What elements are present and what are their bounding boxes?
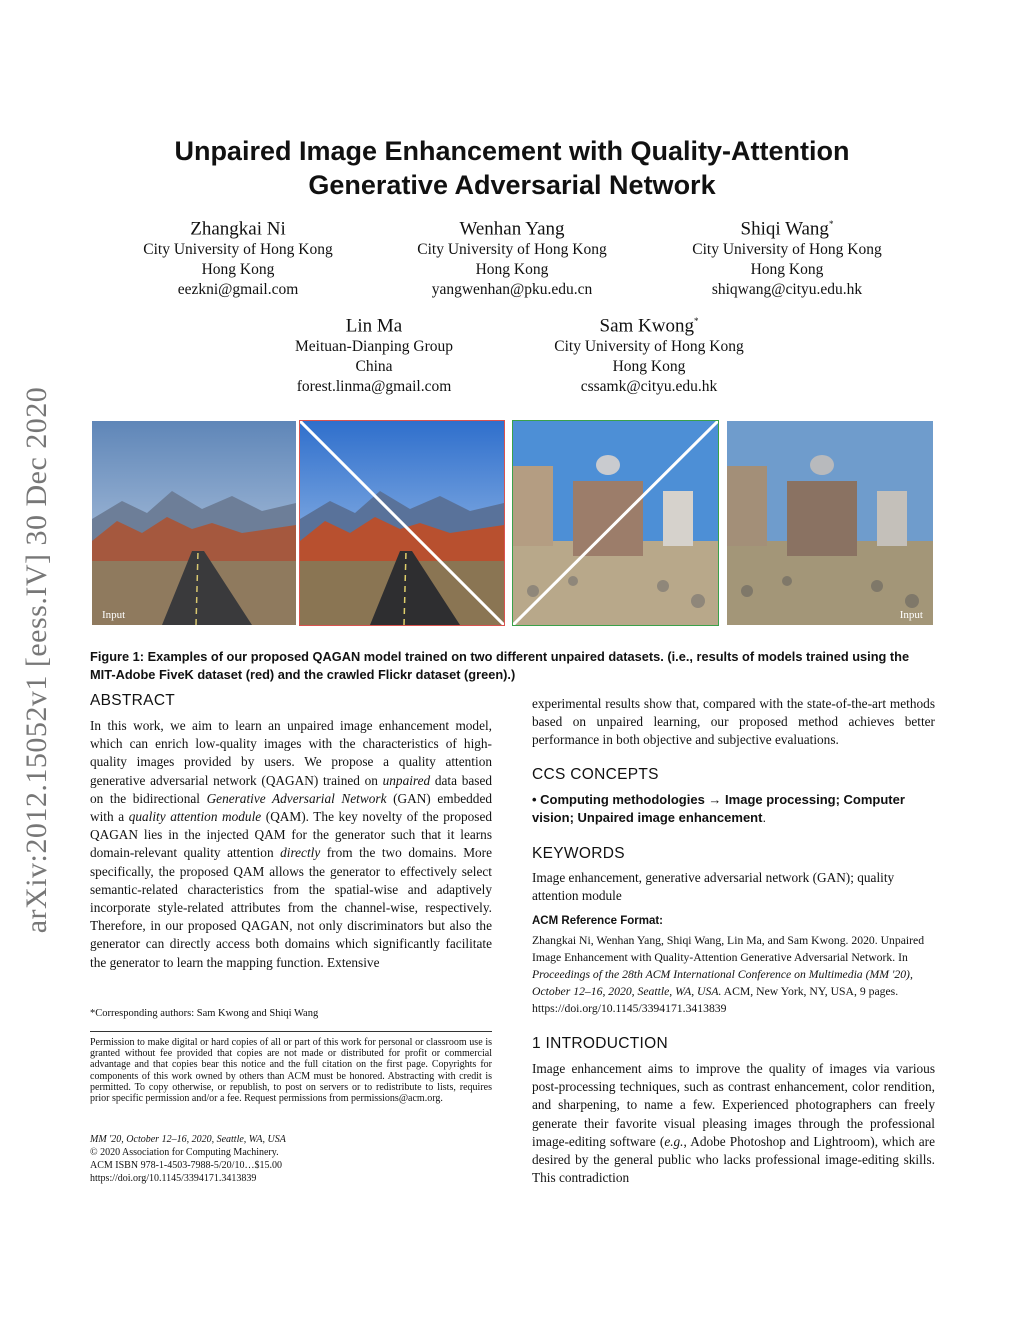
title-line-1: Unpaired Image Enhancement with Quality-Attention xyxy=(174,136,850,166)
abstract-heading: ABSTRACT xyxy=(90,692,176,709)
corresponding-footnote: *Corresponding authors: Sam Kwong and Shiqi Wang xyxy=(90,1008,319,1019)
author-affiliation: City University of Hong Kong xyxy=(417,241,607,259)
title-line-2: Generative Adversarial Network xyxy=(308,170,716,200)
author-name: Wenhan Yang xyxy=(459,218,565,240)
corresponding-mark: * xyxy=(693,316,699,326)
author-location: Hong Kong xyxy=(201,261,275,279)
author-affiliation: City University of Hong Kong xyxy=(554,338,744,356)
author-affiliation: City University of Hong Kong xyxy=(692,241,882,259)
doi-line: https://doi.org/10.1145/3394171.3413839 xyxy=(90,1173,257,1184)
author-block-3 xyxy=(637,213,937,300)
conference-line: MM '20, October 12–16, 2020, Seattle, WA, USA xyxy=(90,1134,286,1145)
keywords-text: Image enhancement, generative adversarial network (GAN); quality attention module xyxy=(532,870,895,904)
abstract-text: In this work, we aim to learn an unpaired image enhancement model, which can enrich low-quality images with the characteristics of high-quality images provided by users. We propose a quality attention generative adversarial network (QAGAN) trained on unpaired data based on the bidirectional Generative Adversarial Network (GAN) embedded with a quality attention module (QAM). The key novelty of the proposed QAGAN lies in the injected QAM for the generator such that it learns domain-relevant quality attention directly from the two domains. More specifically, the proposed QAM allows the generator to effectively select semantic-related characteristics from the spatial-wise and adaptively incorporate style-related attributes from the channel-wise, respectively. Therefore, in our proposed QAGAN, not only discriminators but also the generator can directly access both domains which significantly facilitate the generator to learn the mapping function. Extensive xyxy=(90,718,493,970)
arxiv-identifier: arXiv:2012.15052v1 [eess.IV] 30 Dec 2020 xyxy=(20,386,53,934)
author-name: Lin Ma xyxy=(345,315,403,337)
ruins-input-image xyxy=(727,421,933,625)
author-location: Hong Kong xyxy=(750,261,824,279)
copyright-line: © 2020 Association for Computing Machinery. xyxy=(90,1147,279,1158)
author-email: eezkni@gmail.com xyxy=(177,281,299,299)
author-name: Shiqi Wang xyxy=(740,218,829,240)
author-email: cssamk@cityu.edu.hk xyxy=(580,378,718,396)
ruins-enhanced-image xyxy=(513,421,718,625)
author-name: Sam Kwong xyxy=(599,315,694,337)
author-location: Hong Kong xyxy=(612,358,686,376)
introduction-heading: 1 INTRODUCTION xyxy=(532,1035,668,1052)
panel-label-left: Input xyxy=(102,609,126,621)
author-affiliation: Meituan-Dianping Group xyxy=(295,338,453,356)
author-block-2 xyxy=(362,213,662,300)
panel-label-right: Input xyxy=(899,609,923,621)
paper-title xyxy=(92,134,932,202)
landscape-input-image xyxy=(92,421,296,625)
author-block-4 xyxy=(224,310,524,397)
author-affiliation: City University of Hong Kong xyxy=(143,241,333,259)
figure-caption: Figure 1: Examples of our proposed QAGAN model trained on two different unpaired datasets. (i.e., results of models trained using the MIT-Adobe FiveK dataset (red) and the crawled Flickr dataset (green).) xyxy=(90,649,910,682)
author-email: yangwenhan@pku.edu.cn xyxy=(431,281,593,299)
ccs-heading: CCS CONCEPTS xyxy=(532,766,659,783)
landscape-enhanced-image xyxy=(300,421,504,625)
isbn-line: ACM ISBN 978-1-4503-7988-5/20/10…$15.00 xyxy=(90,1160,282,1171)
author-location: China xyxy=(355,358,393,376)
introduction-text: Image enhancement aims to improve the quality of images via various post-processing techniques, such as contrast enhancement, color rendition, and sharpening, to name a few. Experienced photographers can freely generate their favorite visual pleasing images through the professional image-editing software (e.g., Adobe Photoshop and Lightroom), which are desired by the general public who lacks professional image-editing skills. This contradiction xyxy=(532,1061,936,1186)
author-email: shiqwang@cityu.edu.hk xyxy=(711,281,863,299)
author-name: Zhangkai Ni xyxy=(190,218,286,240)
corresponding-mark: * xyxy=(828,219,834,229)
acm-reference-text: Zhangkai Ni, Wenhan Yang, Shiqi Wang, Lin Ma, and Sam Kwong. 2020. Unpaired Image Enhancement with Quality-Attention Generative Adversarial Network. In Proceedings of the 28th ACM International Conference on Multimedia (MM '20), October 12–16, 2020, Seattle, WA, USA. ACM, New York, NY, USA, 9 pages. https://doi.org/10.1145/3394171.3413839 xyxy=(532,934,925,1015)
acm-reference-heading: ACM Reference Format: xyxy=(532,915,663,927)
author-email: forest.linma@gmail.com xyxy=(296,378,452,396)
author-location: Hong Kong xyxy=(475,261,549,279)
ccs-concepts: • Computing methodologies → Image processing; Computer vision; Unpaired image enhancement. xyxy=(532,792,905,825)
permission-notice: Permission to make digital or hard copies of all or part of this work for personal or classroom use is granted without fee provided that copies are not made or distributed for profit or commercial advantage and that copies bear this notice and the full citation on the first page. Copyrights for components of this work owned by others than ACM must be honored. Abstracting with credit is permitted. To copy otherwise, or republish, to post on servers or to redistribute to lists, requires prior specific permission and/or a fee. Request permissions from permissions@acm.org. xyxy=(90,1037,492,1105)
author-block-5 xyxy=(499,310,799,397)
author-block-1 xyxy=(88,213,388,300)
figure-1 xyxy=(92,421,933,625)
abstract-continuation: experimental results show that, compared with the state-of-the-art methods based on unpaired learning, our proposed method achieves better performance in both objective and subjective evaluations. xyxy=(532,696,935,748)
footnote-divider xyxy=(90,1031,492,1032)
keywords-heading: KEYWORDS xyxy=(532,845,625,862)
